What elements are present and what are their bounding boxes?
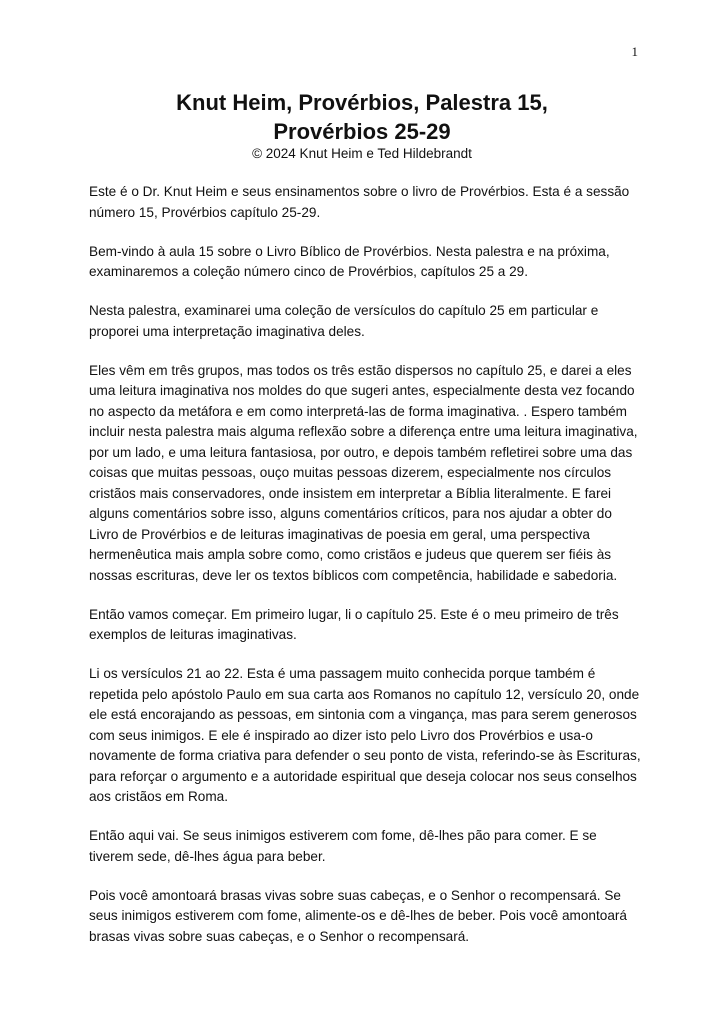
copyright-line: © 2024 Knut Heim e Ted Hildebrandt — [252, 146, 472, 161]
paragraph: Então aqui vai. Se seus inimigos estiverem com fome, dê-lhes pão para comer. E se tiverem sede, dê-lhes água para beber. — [89, 828, 597, 864]
document-title — [0, 88, 724, 146]
paragraph: Eles vêm em três grupos, mas todos os três estão dispersos no capítulo 25, e darei a eles uma leitura imaginativa nos moldes do que sugeri antes, especialmente desta vez focando no aspecto da metáfora e em como interpretá-las de forma imaginativa. . Espero também incluir nesta palestra mais alguma reflexão sobre a diferença entre uma leitura imaginativa, por um lado, e uma leitura fantasiosa, por outro, e depois também refletirei sobre uma das coisas que muitas pessoas, ouço muitas pessoas dizerem, especialmente nos círculos cristãos mais conservadores, onde insistem em interpretar a Bíblia literalmente. E farei alguns comentários sobre isso, alguns comentários críticos, para nos ajudar a obter do Livro de Provérbios e de leituras imaginativas de poesia em geral, uma perspectiva hermenêutica mais ampla sobre como, como cristãos e judeus que querem ser fiéis às nossas escrituras, deve ler os textos bíblicos com competência, habilidade e sabedoria. — [89, 362, 638, 583]
paragraph: Bem-vindo à aula 15 sobre o Livro Bíblico de Provérbios. Nesta palestra e na próxima, examinaremos a coleção número cinco de Provérbios, capítulos 25 a 29. — [89, 243, 610, 279]
paragraph: Nesta palestra, examinarei uma coleção de versículos do capítulo 25 em particular e proporei uma interpretação imaginativa deles. — [89, 303, 599, 339]
paragraph: Pois você amontoará brasas vivas sobre suas cabeças, e o Senhor o recompensará. Se seus inimigos estiverem com fome, alimente-os e dê-lhes de beber. Pois você amontoará brasas vivas sobre suas cabeças, e o Senhor o recompensará. — [89, 887, 627, 944]
title-line-2: Provérbios 25-29 — [273, 119, 451, 144]
paragraph: Este é o Dr. Knut Heim e seus ensinamentos sobre o livro de Provérbios. Esta é a sessão número 15, Provérbios capítulo 25-29. — [89, 184, 630, 220]
page-number: 1 — [631, 44, 638, 59]
paragraph: Li os versículos 21 ao 22. Esta é uma passagem muito conhecida porque também é repetida pelo apóstolo Paulo em sua carta aos Romanos no capítulo 12, versículo 20, onde ele está encorajando as pessoas, em sintonia com a vingança, mas para serem generosos com seus inimigos. E ele é inspirado ao dizer isto pelo Livro dos Provérbios e usa-o novamente de forma criativa para defender o seu ponto de vista, referindo-se às Escrituras, para reforçar o argumento e a autoridade espiritual que deseja colocar nos seus conselhos aos cristãos em Roma. — [89, 666, 641, 804]
document-body — [89, 182, 644, 966]
title-line-1: Knut Heim, Provérbios, Palestra 15, — [176, 90, 548, 115]
paragraph: Então vamos começar. Em primeiro lugar, li o capítulo 25. Este é o meu primeiro de três exemplos de leituras imaginativas. — [89, 606, 619, 642]
